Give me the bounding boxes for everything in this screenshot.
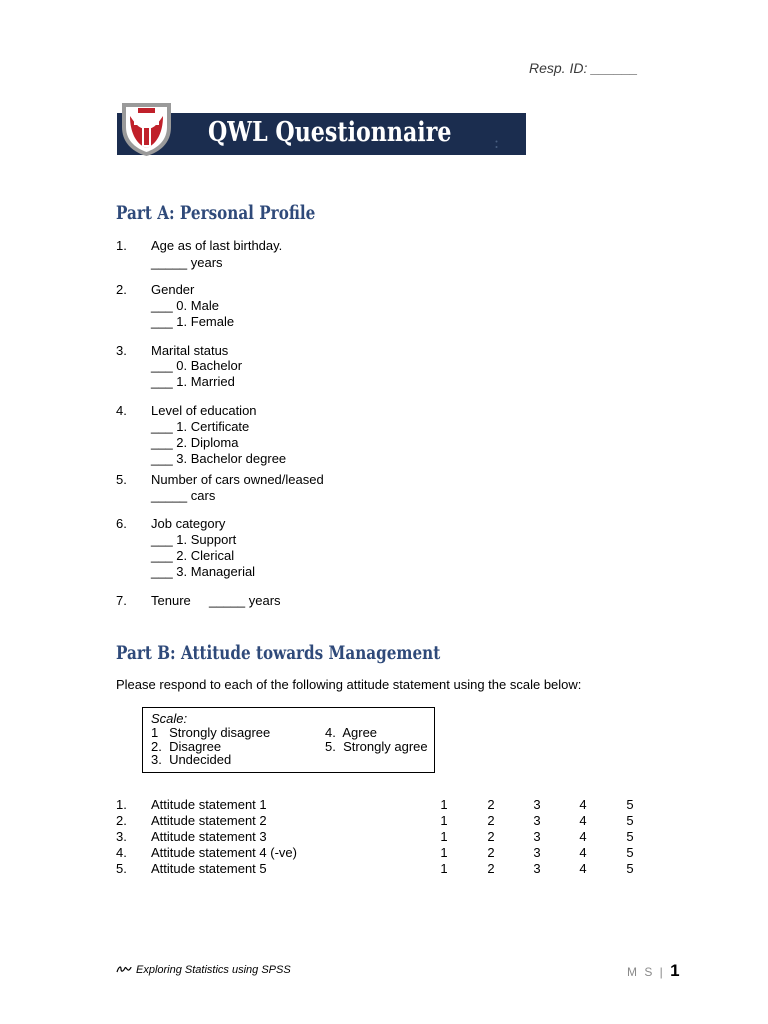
rating-option-5[interactable]: 5 — [626, 797, 634, 812]
rating-option-5[interactable]: 5 — [626, 845, 634, 860]
rating-option-2[interactable]: 2 — [487, 861, 495, 876]
question-number: 2. — [116, 282, 127, 297]
rating-option-1[interactable]: 1 — [440, 861, 448, 876]
answer-option[interactable]: ___ 3. Managerial — [151, 564, 256, 579]
answer-option[interactable]: ___ 1. Female — [151, 314, 235, 329]
part-a-heading: Part A: Personal Profile — [116, 202, 316, 224]
scale-item: 2. Disagree — [151, 739, 222, 754]
statement-number: 4. — [116, 845, 127, 860]
statement-text: Attitude statement 2 — [151, 813, 267, 828]
rating-option-3[interactable]: 3 — [533, 845, 541, 860]
question-label: Age as of last birthday. — [151, 238, 283, 253]
rating-option-2[interactable]: 2 — [487, 845, 495, 860]
rating-option-3[interactable]: 3 — [533, 829, 541, 844]
answer-option[interactable]: ___ 2. Diploma — [151, 435, 239, 450]
scale-item: 3. Undecided — [151, 752, 232, 767]
answer-option[interactable]: ___ 3. Bachelor degree — [151, 451, 287, 466]
question-label: Number of cars owned/leased — [151, 472, 324, 487]
statement-text: Attitude statement 4 (-ve) — [151, 845, 297, 860]
respondent-id: Resp. ID: ______ — [529, 60, 638, 76]
answer-blank[interactable]: _____ years — [209, 593, 281, 608]
instruction-text: Please respond to each of the following attitude statement using the scale below: — [116, 677, 582, 692]
answer-blank[interactable]: _____ years — [151, 255, 223, 270]
footer-book-title: Exploring Statistics using SPSS — [136, 964, 291, 976]
statement-text: Attitude statement 5 — [151, 861, 267, 876]
statement-number: 1. — [116, 797, 127, 812]
publisher-logo-icon — [116, 965, 132, 973]
rating-option-1[interactable]: 1 — [440, 797, 448, 812]
rating-option-3[interactable]: 3 — [533, 797, 541, 812]
questionnaire-title: QWL Questionnaire — [208, 117, 452, 148]
question-number: 6. — [116, 516, 127, 531]
statement-text: Attitude statement 1 — [151, 797, 267, 812]
footer-initials: M S | — [627, 965, 665, 979]
question-number: 5. — [116, 472, 127, 487]
banner-dots — [495, 137, 498, 146]
rating-option-5[interactable]: 5 — [626, 813, 634, 828]
part-b-heading: Part B: Attitude towards Management — [116, 642, 441, 664]
question-label: Tenure — [151, 593, 191, 608]
rating-option-4[interactable]: 4 — [579, 861, 587, 876]
rating-option-4[interactable]: 4 — [579, 829, 587, 844]
answer-option[interactable]: ___ 1. Certificate — [151, 419, 250, 434]
scale-item: 5. Strongly agree — [325, 739, 428, 754]
rating-option-3[interactable]: 3 — [533, 813, 541, 828]
page-number: 1 — [670, 961, 680, 980]
rating-option-3[interactable]: 3 — [533, 861, 541, 876]
answer-option[interactable]: ___ 1. Married — [151, 374, 235, 389]
scale-item: 4. Agree — [325, 725, 378, 740]
rating-option-2[interactable]: 2 — [487, 797, 495, 812]
scale-item: 1 Strongly disagree — [151, 725, 271, 740]
answer-option[interactable]: ___ 0. Male — [151, 298, 219, 313]
question-label: Gender — [151, 282, 195, 297]
rating-option-1[interactable]: 1 — [440, 813, 448, 828]
rating-option-2[interactable]: 2 — [487, 813, 495, 828]
rating-option-4[interactable]: 4 — [579, 845, 587, 860]
question-number: 4. — [116, 403, 127, 418]
rating-option-5[interactable]: 5 — [626, 829, 634, 844]
question-number: 7. — [116, 593, 127, 608]
statement-number: 5. — [116, 861, 127, 876]
question-label: Job category — [151, 516, 226, 531]
rating-option-2[interactable]: 2 — [487, 829, 495, 844]
rating-option-1[interactable]: 1 — [440, 845, 448, 860]
answer-option[interactable]: ___ 0. Bachelor — [151, 358, 243, 373]
scale-title: Scale: — [151, 711, 188, 726]
question-number: 1. — [116, 238, 127, 253]
answer-option[interactable]: ___ 2. Clerical — [151, 548, 235, 563]
statement-number: 2. — [116, 813, 127, 828]
question-number: 3. — [116, 343, 127, 358]
rating-option-1[interactable]: 1 — [440, 829, 448, 844]
university-crest-icon — [120, 101, 173, 157]
statement-number: 3. — [116, 829, 127, 844]
footer-right — [627, 961, 680, 981]
question-label: Marital status — [151, 343, 229, 358]
rating-option-4[interactable]: 4 — [579, 797, 587, 812]
rating-option-5[interactable]: 5 — [626, 861, 634, 876]
answer-blank[interactable]: _____ cars — [151, 488, 216, 503]
footer-left — [116, 964, 291, 976]
answer-option[interactable]: ___ 1. Support — [151, 532, 237, 547]
statement-text: Attitude statement 3 — [151, 829, 267, 844]
question-label: Level of education — [151, 403, 257, 418]
rating-option-4[interactable]: 4 — [579, 813, 587, 828]
